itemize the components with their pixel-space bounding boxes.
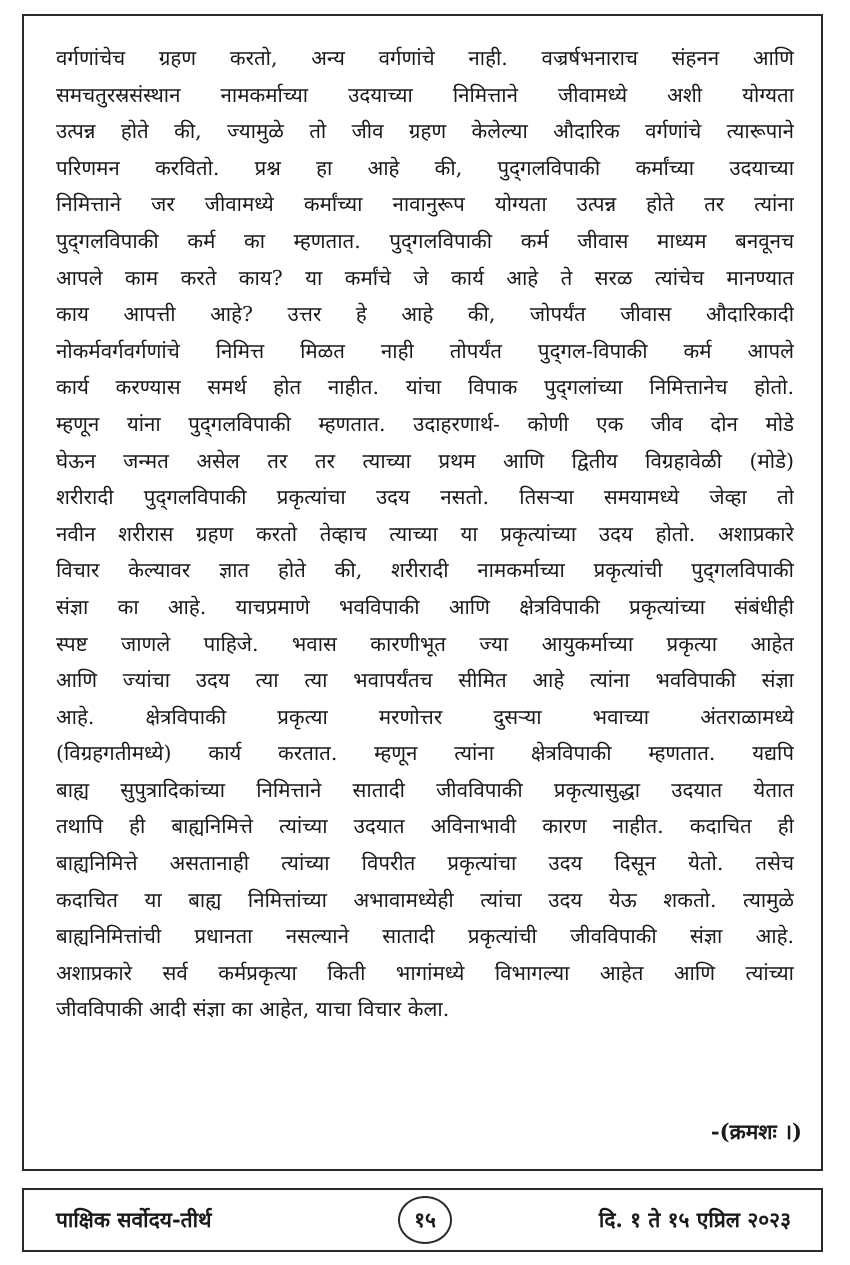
- text-line: निमित्ताने जर जीवामध्ये कर्मांच्या नावानुरूप योग्यता उत्पन्न होते तर त्यांना: [56, 192, 794, 217]
- page-footer: [22, 1188, 823, 1252]
- article-frame: [22, 14, 823, 1171]
- publication-title: पाक्षिक सर्वोदय-तीर्थ: [56, 1207, 212, 1232]
- article-paragraph: [56, 40, 794, 1028]
- text-line: घेऊन जन्मत असेल तर तर त्याच्या प्रथम आणि द्वितीय विग्रहावेळी (मोडे): [56, 448, 794, 473]
- text-line: बाह्य सुपुत्रादिकांच्या निमित्ताने सातादी जीवविपाकी प्रकृत्यासुद्धा उदयात येतात: [56, 777, 794, 802]
- text-line: उत्पन्न होते की, ज्यामुळे तो जीव ग्रहण केलेल्या औदारिक वर्गणांचे त्यारूपाने: [56, 119, 794, 144]
- text-line: (विग्रहगतीमध्ये) कार्य करतात. म्हणून त्यांना क्षेत्रविपाकी म्हणतात. यद्यपि: [56, 741, 794, 766]
- issue-date: दि. १ ते १५ एप्रिल २०२३: [598, 1207, 791, 1232]
- text-line: बाह्यनिमित्तांची प्रधानता नसल्याने सातादी प्रकृत्यांची जीवविपाकी संज्ञा आहे.: [56, 924, 794, 949]
- page-number-badge: १५: [398, 1196, 452, 1244]
- text-line: अशाप्रकारे सर्व कर्मप्रकृत्या किती भागांमध्ये विभागल्या आहेत आणि त्यांच्या: [56, 960, 794, 985]
- text-line: कार्य करण्यास समर्थ होत नाहीत. यांचा विपाक पुद्‌गलांच्या निमित्तानेच होतो.: [56, 375, 794, 400]
- text-line: विचार केल्यावर ज्ञात होते की, शरीरादी नामकर्माच्या प्रकृत्यांची पुद्‌गलविपाकी: [56, 558, 794, 583]
- text-line: समचतुरस्रसंस्थान नामकर्माच्या उदयाच्या निमित्ताने जीवामध्ये अशी योग्यता: [56, 82, 794, 107]
- text-line: परिणमन करवितो. प्रश्न हा आहे की, पुद्‌गलविपाकी कर्मांच्या उदयाच्या: [56, 155, 794, 180]
- text-line: स्पष्ट जाणले पाहिजे. भवास कारणीभूत ज्या आयुकर्माच्या प्रकृत्या आहेत: [56, 631, 794, 656]
- text-line: म्हणून यांना पुद्‌गलविपाकी म्हणतात. उदाहरणार्थ- कोणी एक जीव दोन मोडे: [56, 411, 794, 436]
- continued-marker: -(क्रमशः ।): [710, 1119, 802, 1144]
- text-line: जीवविपाकी आदी संज्ञा का आहेत, याचा विचार केला.: [56, 997, 450, 1022]
- text-line: पुद्‌गलविपाकी कर्म का म्हणतात. पुद्‌गलविपाकी कर्म जीवास माध्यम बनवूनच: [56, 228, 794, 253]
- text-line: आहे. क्षेत्रविपाकी प्रकृत्या मरणोत्तर दुसऱ्या भवाच्या अंतराळामध्ये: [56, 704, 794, 729]
- text-line: वर्गणांचेच ग्रहण करतो, अन्य वर्गणांचे नाही. वज्रर्षभनाराच संहनन आणि: [56, 46, 794, 70]
- text-line: आणि ज्यांचा उदय त्या त्या भवापर्यंतच सीमित आहे त्यांना भवविपाकी संज्ञा: [56, 668, 794, 693]
- text-line: संज्ञा का आहे. याचप्रमाणे भवविपाकी आणि क्षेत्रविपाकी प्रकृत्यांच्या संबंधीही: [56, 594, 794, 619]
- text-line: नोकर्मवर्गवर्गणांचे निमित्त मिळत नाही तोपर्यंत पुद्‌गल-विपाकी कर्म आपले: [56, 338, 794, 363]
- text-line: नवीन शरीरास ग्रहण करतो तेव्हाच त्याच्या या प्रकृत्यांच्या उदय होतो. अशाप्रकारे: [56, 521, 794, 546]
- text-line: काय आपत्ती आहे? उत्तर हे आहे की, जोपर्यंत जीवास औदारिकादी: [56, 302, 794, 327]
- text-line: आपले काम करते काय? या कर्मांचे जे कार्य आहे ते सरळ त्यांचेच मानण्यात: [56, 265, 794, 290]
- text-line: कदाचित या बाह्य निमित्तांच्या अभावामध्येही त्यांचा उदय येऊ शकतो. त्यामुळे: [56, 887, 794, 912]
- text-line: तथापि ही बाह्यनिमित्ते त्यांच्या उदयात अविनाभावी कारण नाहीत. कदाचित ही: [56, 814, 794, 839]
- text-line: बाह्यनिमित्ते असतानाही त्यांच्या विपरीत प्रकृत्यांचा उदय दिसून येतो. तसेच: [56, 851, 794, 876]
- text-line: शरीरादी पुद्‌गलविपाकी प्रकृत्यांचा उदय नसतो. तिसऱ्या समयामध्ये जेव्हा तो: [56, 485, 794, 510]
